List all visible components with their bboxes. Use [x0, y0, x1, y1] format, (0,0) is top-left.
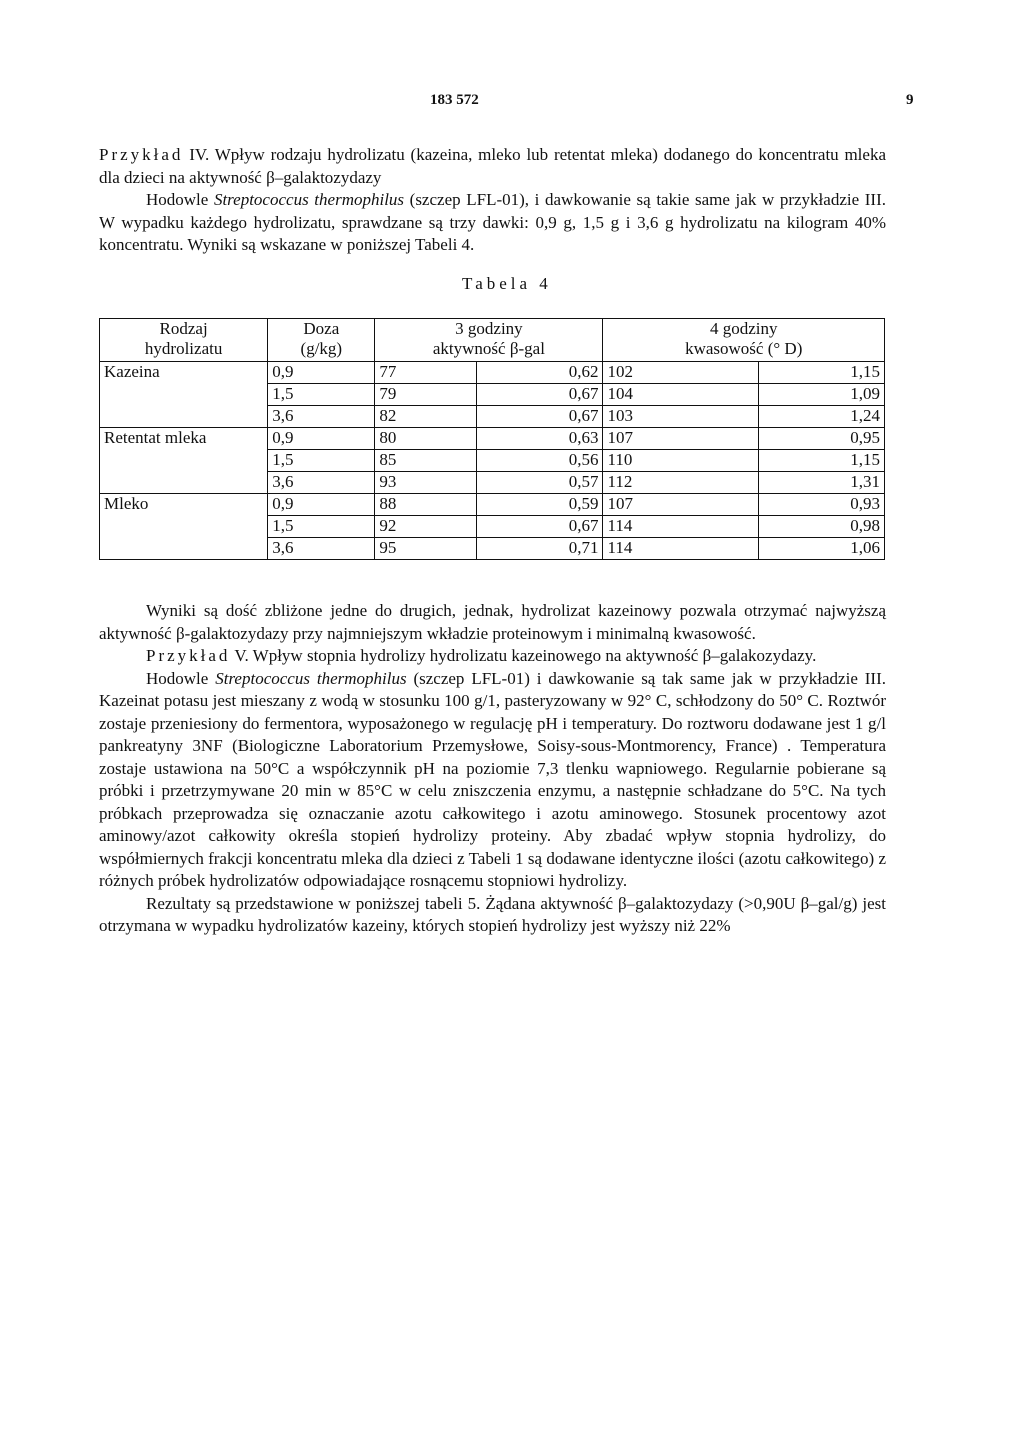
cell-acidity-value: 1,15 [758, 362, 884, 384]
cell-acidity-min: 104 [603, 384, 758, 406]
example-4-body-post: (szczep LFL-01), i dawkowanie są takie same jak w przykładzie III. W wypadku każdego hydrolizatu, sprawdzane są trzy dawki: 0,9 g, 1,5 g i 3,6 g hydrolizatu na kilogram 40% koncentratu. Wyniki są wskazane w poniższej Tabeli 4. [99, 190, 886, 254]
table-row [100, 494, 885, 516]
cell-acidity-min: 102 [603, 362, 758, 384]
cell-type [100, 450, 268, 472]
example-4-section [99, 144, 886, 257]
cell-acidity-min: 107 [603, 428, 758, 450]
table-row [100, 450, 885, 472]
example-5-heading-paragraph [99, 645, 886, 668]
example-5-label: Przykład [146, 646, 231, 665]
cell-acidity-min: 107 [603, 494, 758, 516]
example-4-label: Przykład [99, 145, 184, 164]
cell-acidity-value: 1,09 [758, 384, 884, 406]
header-dose [268, 319, 375, 362]
example-4-body-pre: Hodowle [146, 190, 214, 209]
cell-dose: 1,5 [268, 384, 375, 406]
cell-type [100, 472, 268, 494]
cell-dose: 3,6 [268, 538, 375, 560]
table-row [100, 384, 885, 406]
cell-activity-min: 77 [375, 362, 477, 384]
text-section [99, 600, 886, 938]
cell-type [100, 516, 268, 538]
cell-activity-value: 0,63 [477, 428, 603, 450]
example-5-body-paragraph [99, 668, 886, 893]
cell-activity-value: 0,67 [477, 516, 603, 538]
header-activity-line1: 3 godziny [455, 319, 523, 338]
document-number: 183 572 [430, 92, 479, 108]
cell-dose: 0,9 [268, 362, 375, 384]
cell-activity-value: 0,71 [477, 538, 603, 560]
cell-acidity-value: 1,06 [758, 538, 884, 560]
cell-acidity-value: 0,98 [758, 516, 884, 538]
header-dose-line1: Doza [303, 319, 340, 338]
header-type-line1: Rodzaj [159, 319, 208, 338]
cell-activity-value: 0,62 [477, 362, 603, 384]
table-4 [99, 318, 885, 560]
cell-acidity-min: 114 [603, 516, 758, 538]
cell-activity-min: 95 [375, 538, 477, 560]
header-acidity-line1: 4 godziny [709, 319, 778, 338]
conclusion-paragraph: Wyniki są dość zbliżone jedne do drugich, jednak, hydrolizat kazeinowy pozwala otrzymać najwyższą aktywność β-galaktozydazy przy najmniejszym wkładzie proteinowym i minimalną kwasowość. [99, 601, 886, 643]
cell-activity-min: 93 [375, 472, 477, 494]
cell-dose: 3,6 [268, 472, 375, 494]
cell-acidity-value: 1,24 [758, 406, 884, 428]
cell-type: Retentat mleka [100, 428, 268, 450]
example-4-species: Streptococcus thermophilus [213, 190, 405, 209]
cell-activity-value: 0,56 [477, 450, 603, 472]
cell-activity-min: 92 [375, 516, 477, 538]
cell-activity-min: 88 [375, 494, 477, 516]
cell-dose: 0,9 [268, 428, 375, 450]
cell-dose: 3,6 [268, 406, 375, 428]
cell-acidity-min: 112 [603, 472, 758, 494]
cell-activity-value: 0,67 [477, 406, 603, 428]
example-5-body-post: (szczep LFL-01) i dawkowanie są tak same jak w przykładzie III. Kazeinat potasu jest mieszany z wodą w stosunku 100 g/1, pasteryzowany w 92° C, schłodzony do 50° C. Roztwór zostaje przeniesiony do fermentora, wyposażonego w regulację pH i temperatury. Do roztworu dodawane jest 1 g/l pankreatyny 3NF (Biologiczne Laboratorium Przemysłowe, Soisy-sous-Montmorency, France) . Temperatura zostaje ustawiona na 50°C a współczynnik pH na poziomie 7,3 tlenku wapniowego. Regularnie pobierane są próbki i przetrzymywane 20 min w 85°C w celu zniszczenia enzymu, a następnie schładzane do 5°C. Na tych próbkach przeprowadza się oznaczanie azotu całkowitego i azotu aminowego. Stosunek procentowy azot aminowy/azot całkowity określa stopień hydrolizy proteiny. Aby zbadać wpływ stopnia hydrolizy, do współmiernych frakcji koncentratu mleka dla dzieci z Tabeli 1 są dodawane identyczne ilości (azotu całkowitego) z różnych próbek hydrolizatów odpowiadające rosnącemu stopniowi hydrolizy. [99, 668, 886, 890]
example-5-text: Wpływ stopnia hydrolizy hydrolizatu kazeinowego na aktywność β–galakozydazy. [248, 646, 817, 665]
example-4-text: Wpływ rodzaju hydrolizatu (kazeina, mleko lub retentat mleka) dodanego do koncentratu mleka dla dzieci na aktywność β–galaktozydazy [99, 145, 886, 187]
table-row [100, 406, 885, 428]
cell-type [100, 406, 268, 428]
header-activity [375, 319, 603, 362]
header-acidity-line2: kwasowość (° D) [685, 339, 803, 358]
cell-dose: 1,5 [268, 450, 375, 472]
cell-activity-value: 0,67 [477, 384, 603, 406]
example-5-numeral: V. [230, 646, 249, 665]
table-4-title: Tabela 4 [462, 274, 552, 293]
table-row [100, 516, 885, 538]
cell-activity-min: 80 [375, 428, 477, 450]
cell-type: Kazeina [100, 362, 268, 384]
table-row [100, 472, 885, 494]
example-5-body-pre: Hodowle [146, 668, 216, 688]
header-type-line2: hydrolizatu [144, 339, 223, 358]
example-4-numeral: IV. [183, 145, 210, 164]
table-header-row [100, 319, 885, 362]
cell-activity-min: 85 [375, 450, 477, 472]
header-type [100, 319, 268, 362]
header-acidity [603, 319, 885, 362]
header-dose-line2: (g/kg) [300, 339, 343, 358]
table-row [100, 362, 885, 384]
cell-activity-value: 0,57 [477, 472, 603, 494]
example-5-results-paragraph: Rezultaty są przedstawione w poniższej tabeli 5. Żądana aktywność β–galaktozydazy (>0,90U β–gal/g) jest otrzymana w wypadku hydrolizatów kazeiny, których stopień hydrolizy jest wyższy niż 22% [99, 893, 886, 935]
cell-acidity-min: 110 [603, 450, 758, 472]
cell-activity-min: 82 [375, 406, 477, 428]
cell-dose: 1,5 [268, 516, 375, 538]
cell-type [100, 538, 268, 560]
cell-acidity-min: 103 [603, 406, 758, 428]
example-4-body-paragraph [99, 189, 886, 257]
table-row [100, 428, 885, 450]
cell-activity-value: 0,59 [477, 494, 603, 516]
table-row [100, 538, 885, 560]
cell-acidity-value: 1,15 [758, 450, 884, 472]
cell-type: Mleko [100, 494, 268, 516]
cell-acidity-value: 0,95 [758, 428, 884, 450]
cell-acidity-value: 0,93 [758, 494, 884, 516]
example-5-species: Streptococcus thermophilus [215, 668, 407, 688]
cell-acidity-min: 114 [603, 538, 758, 560]
cell-dose: 0,9 [268, 494, 375, 516]
cell-acidity-value: 1,31 [758, 472, 884, 494]
page-number: 9 [906, 92, 914, 108]
cell-activity-min: 79 [375, 384, 477, 406]
header-activity-line2: aktywność β-gal [432, 339, 545, 358]
example-4-heading-paragraph [99, 144, 886, 189]
table-body [100, 362, 885, 560]
cell-type [100, 384, 268, 406]
